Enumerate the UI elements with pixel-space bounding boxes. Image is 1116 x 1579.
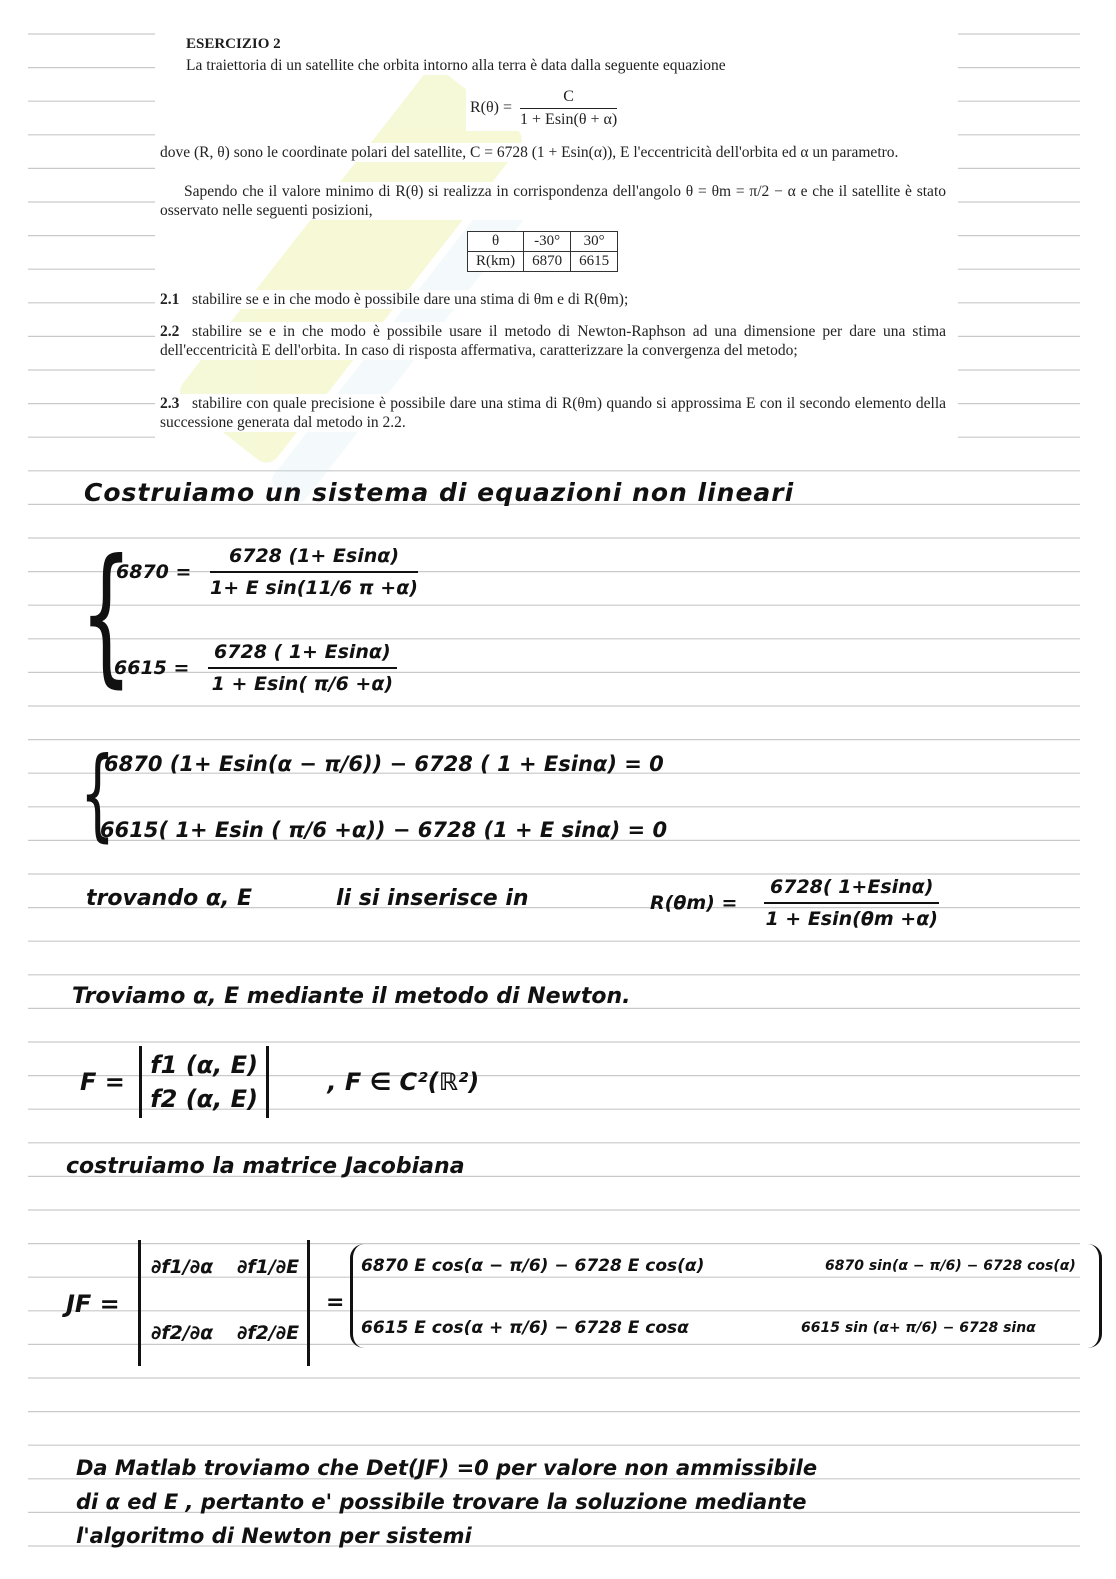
question-text: stabilire con quale precisione è possibile dare una stima di R(θm) quando si approssima E con il secondo elemento della successione generata dal metodo in 2.2. bbox=[160, 395, 946, 431]
question-text: stabilire se e in che modo è possibile usare il metodo di Newton-Raphson ad una dimensione per dare una stima dell'eccentricità E dell'orbita. In caso di risposta affermativa, caratterizzare la convergenza del metodo; bbox=[160, 323, 946, 359]
jac-cell: 6615 E cos(α + π/6) − 6728 E cosα bbox=[361, 1318, 689, 1338]
jac-cell: ∂f1/∂α bbox=[151, 1256, 214, 1278]
system1-eq2 bbox=[114, 641, 397, 695]
table-cell: θ bbox=[468, 232, 524, 252]
eq1-lhs: 6870 = bbox=[116, 561, 192, 583]
note-line-6: di α ed E , pertanto e' possibile trovare la soluzione mediante bbox=[76, 1490, 807, 1514]
eq2-fraction bbox=[208, 641, 397, 695]
jac-cell: 6615 sin (α+ π/6) − 6728 sinα bbox=[801, 1320, 1036, 1336]
note-line-5: Da Matlab troviamo che Det(JF) =0 per valore non ammissibile bbox=[76, 1456, 818, 1480]
table-row bbox=[468, 252, 618, 272]
system1-brace: { bbox=[80, 528, 133, 702]
jac-cell: 6870 E cos(α − π/6) − 6728 E cos(α) bbox=[361, 1256, 705, 1276]
eq1-numerator: 6728 (1+ Esinα) bbox=[210, 545, 418, 573]
r-theta-m-fraction bbox=[764, 876, 939, 930]
eq2-numerator: 6728 ( 1+ Esinα) bbox=[208, 641, 397, 669]
note-line-7: l'algoritmo di Newton per sistemi bbox=[76, 1524, 472, 1548]
f-condition: , F ∈ C²(ℝ²) bbox=[327, 1068, 480, 1096]
exercise-title: ESERCIZIO 2 bbox=[186, 36, 281, 52]
equation-denominator: 1 + Esin(θ + α) bbox=[520, 111, 618, 128]
f-vector bbox=[80, 1046, 479, 1118]
eq1-denominator: 1+ E sin(11/6 π +α) bbox=[210, 577, 418, 599]
table-cell: 6870 bbox=[524, 252, 571, 272]
jacobian-lhs: JF = bbox=[66, 1290, 120, 1318]
table-cell: R(km) bbox=[468, 252, 524, 272]
note-line-4: costruiamo la matrice Jacobiana bbox=[66, 1154, 465, 1179]
paragraph-minimum: Sapendo che il valore minimo di R(θ) si realizza in corrispondenza dell'angolo θ = θm = π/2 − α e che il satellite è stato osservato nelle seguenti posizioni, bbox=[160, 183, 946, 219]
question-number: 2.3 bbox=[160, 395, 180, 412]
question-number: 2.2 bbox=[160, 323, 180, 340]
question-2-3 bbox=[160, 394, 946, 432]
question-number: 2.1 bbox=[160, 291, 180, 308]
f-row-2: f2 (α, E) bbox=[150, 1085, 259, 1113]
table-cell: -30° bbox=[524, 232, 571, 252]
note-line-2b: li si inserisce in bbox=[336, 886, 529, 911]
jac-cell: ∂f2/∂E bbox=[237, 1322, 300, 1344]
paragraph-coordinates: dove (R, θ) sono le coordinate polari del satellite, C = 6728 (1 + Esin(α)), E l'eccentricità dell'orbita ed α un parametro. bbox=[160, 143, 946, 162]
question-2-2 bbox=[160, 322, 946, 360]
table-cell: 30° bbox=[571, 232, 618, 252]
f-bracket bbox=[139, 1046, 269, 1118]
r-theta-m-denominator: 1 + Esin(θm +α) bbox=[765, 908, 938, 930]
system2-eq2: 6615( 1+ Esin ( π/6 +α)) − 6728 (1 + E sinα) = 0 bbox=[100, 818, 668, 842]
f-lhs: F = bbox=[80, 1068, 125, 1096]
jac-cell: ∂f1/∂E bbox=[237, 1256, 300, 1278]
jac-cell: ∂f2/∂α bbox=[151, 1322, 214, 1344]
note-line-2a: trovando α, E bbox=[86, 886, 253, 911]
jac-cell: 6870 sin(α − π/6) − 6728 cos(α) bbox=[825, 1258, 1076, 1274]
exercise-intro: La traiettoria di un satellite che orbita intorno alla terra è data dalla seguente equazione bbox=[186, 57, 726, 74]
r-theta-m-numerator: 6728( 1+Esinα) bbox=[764, 876, 939, 904]
table-cell: 6615 bbox=[571, 252, 618, 272]
system1-eq1 bbox=[116, 545, 418, 599]
f-row-1: f1 (α, E) bbox=[150, 1051, 259, 1079]
question-text: stabilire se e in che modo è possibile dare una stima di θm e di R(θm); bbox=[192, 291, 629, 308]
observations-table bbox=[467, 231, 618, 272]
equation-lhs: R(θ) = bbox=[470, 99, 513, 117]
question-2-1 bbox=[160, 290, 946, 309]
r-theta-m-lhs: R(θm) = bbox=[650, 892, 738, 914]
eq2-lhs: 6615 = bbox=[114, 657, 190, 679]
eq1-fraction bbox=[210, 545, 418, 599]
r-theta-m-formula bbox=[650, 876, 939, 930]
equation-fraction bbox=[520, 88, 617, 129]
note-line-1: Costruiamo un sistema di equazioni non lineari bbox=[84, 478, 795, 507]
jacobian-symbolic bbox=[138, 1240, 310, 1366]
system2-brace: { bbox=[80, 735, 115, 852]
note-line-3: Troviamo α, E mediante il metodo di Newton. bbox=[72, 984, 631, 1009]
orbit-equation bbox=[466, 86, 621, 131]
equation-numerator: C bbox=[520, 88, 617, 109]
table-row bbox=[468, 232, 618, 252]
jacobian-equals: = bbox=[326, 1290, 345, 1315]
jacobian-explicit bbox=[350, 1244, 1102, 1348]
system2-eq1: 6870 (1+ Esin(α − π/6)) − 6728 ( 1 + Esinα) = 0 bbox=[104, 752, 664, 776]
eq2-denominator: 1 + Esin( π/6 +α) bbox=[211, 673, 394, 695]
